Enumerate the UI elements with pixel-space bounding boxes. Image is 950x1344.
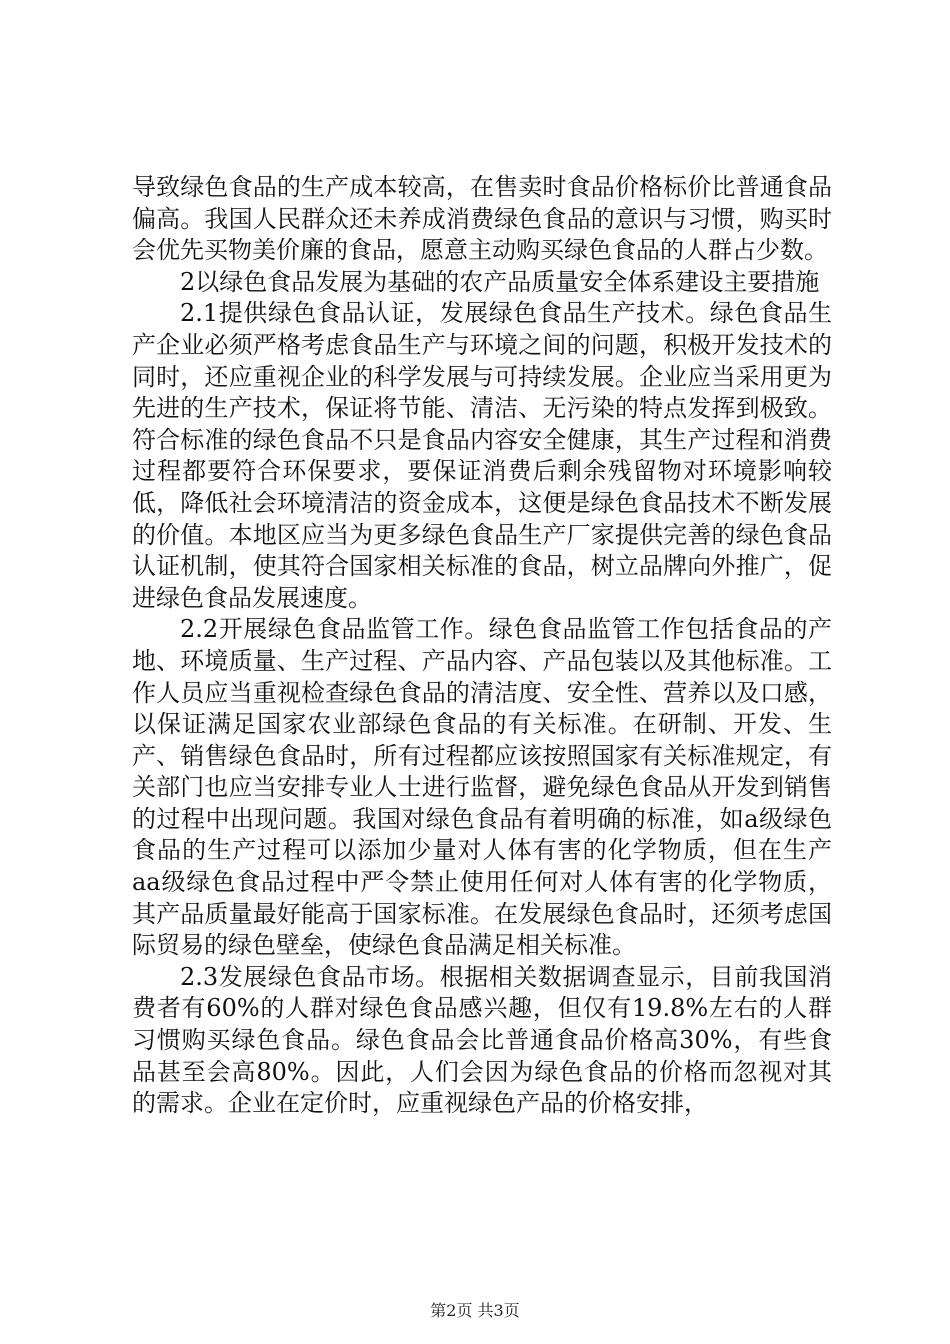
paragraph-continuation: 导致绿色食品的生产成本较高，在售卖时食品价格标价比普通食品偏高。我国人民群众还未养成消费绿色食品的意识与习惯，购买时会优先买物美价廉的食品，愿意主动购买绿色食品的人群占少数。	[132, 173, 832, 265]
document-body	[132, 172, 832, 1120]
page-footer: 第2页 共3页	[430, 1301, 520, 1320]
paragraph-2-3: 2.3发展绿色食品市场。根据相关数据调查显示，目前我国消费者有60%的人群对绿色食品感兴趣，但仅有19.8%左右的人群习惯购买绿色食品。绿色食品会比普通食品价格高30%，有些食品甚至会高80%。因此，人们会因为绿色食品的价格而忽视对其的需求。企业在定价时，应重视绿色产品的价格安排，	[132, 962, 832, 1118]
paragraph-2-1: 2.1提供绿色食品认证，发展绿色食品生产技术。绿色食品生产企业必须严格考虑食品生产与环境之间的问题，积极开发技术的同时，还应重视企业的科学发展与可持续发展。企业应当采用更为先进的生产技术，保证将节能、清洁、无污染的特点发挥到极致。符合标准的绿色食品不只是食品内容安全健康，其生产过程和消费过程都要符合环保要求，要保证消费后剩余残留物对环境影响较低，降低社会环境清洁的资金成本，这便是绿色食品技术不断发展的价值。本地区应当为更多绿色食品生产厂家提供完善的绿色食品认证机制，使其符合国家相关标准的食品，树立品牌向外推广，促进绿色食品发展速度。	[132, 299, 832, 612]
section-heading-2: 2以绿色食品发展为基础的农产品质量安全体系建设主要措施	[180, 267, 820, 296]
paragraph-2-2: 2.2开展绿色食品监管工作。绿色食品监管工作包括食品的产地、环境质量、生产过程、产品内容、产品包装以及其他标准。工作人员应当重视检查绿色食品的清洁度、安全性、营养以及口感，以保证满足国家农业部绿色食品的有关标准。在研制、开发、生产、销售绿色食品时，所有过程都应该按照国家有关标准规定，有关部门也应当安排专业人士进行监督，避免绿色食品从开发到销售的过程中出现问题。我国对绿色食品有着明确的标准，如a级绿色食品的生产过程可以添加少量对人体有害的化学物质，但在生产aa级绿色食品过程中严令禁止使用任何对人体有害的化学物质，其产品质量最好能高于国家标准。在发展绿色食品时，还须考虑国际贸易的绿色壁垒，使绿色食品满足相关标准。	[132, 615, 832, 960]
